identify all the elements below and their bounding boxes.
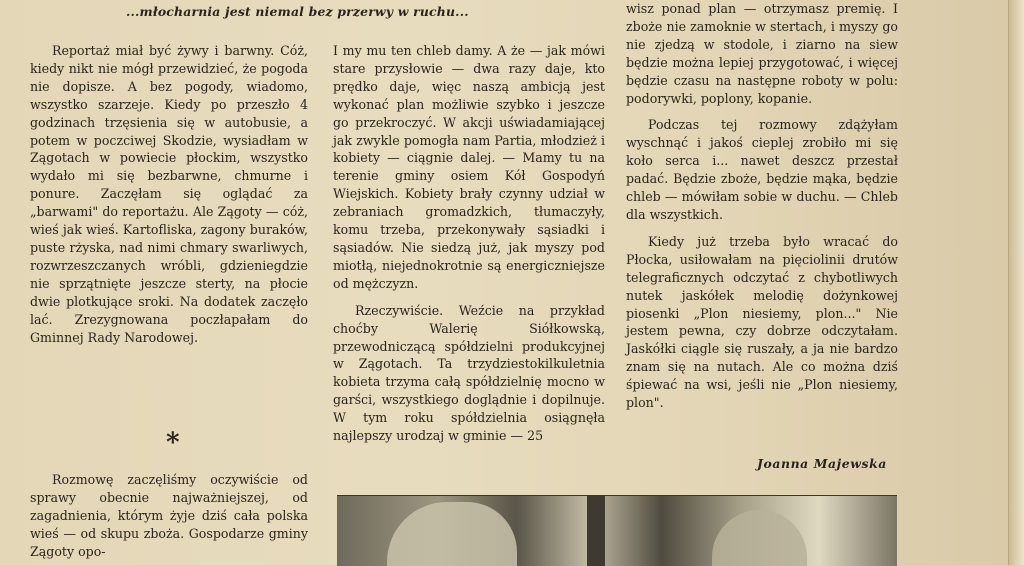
photo-post [587, 496, 605, 566]
article-column-1-continued [30, 471, 308, 561]
article-column-2 [333, 42, 605, 445]
article-column-1 [30, 42, 308, 346]
photo-caption: ...młocharnia jest niemal bez przerwy w ruchu... [126, 4, 469, 19]
article-column-3 [626, 0, 898, 412]
paragraph: Rozmowę zaczęliśmy oczywiście od sprawy obecnie najważniejszej, od zagadnienia, którym żyje dziś cała polska wieś — od skupu zboża. Gospodarze gminy Zągoty opo- [30, 472, 308, 559]
paragraph: Rzeczywiście. Weźcie na przykład choćby Walerię Siółkowską, przewodniczącą spółdzielni produkcyjnej w Zągotach. Ta trzydziestokilkuletnia kobieta trzyma całą spółdzielnię mocno w garści, wszystkiego doglądnie i dopilnuje. W tym roku spółdzielnia osiągnęła najlepszy urodzaj w gminie — 25 [333, 302, 605, 444]
author-signature: Joanna Majewska [757, 456, 887, 471]
paragraph: I my mu ten chleb damy. A że — jak mówi stare przysłowie — dwa razy daje, kto prędko daje, więc naszą ambicją jest wykonać plan możliwie szybko i jeszcze go przekroczyć. W akcji uświadamiającej jak zwykle pomogła nam Partia, młodzież i kobiety — ciągnie dalej. — Mamy tu na terenie gminy osiem Kół Gospodyń Wiejskich. Kobiety brały czynny udział w zebraniach gromadzkich, tłumaczyły, komu trzeba, przekonywały sąsiadki i sąsiadów. Nie siedzą już, jak myszy pod miotłą, niejednokrotnie są energiczniejsze od mężczyzn. [333, 43, 605, 291]
paragraph: Podczas tej rozmowy zdążyłam wyschnąć i jakoś cieplej zrobiło mi się koło serca i... nawet deszcz przestał padać. Będzie zboże, będzie mąka, będzie chleb — mówiłam sobie w duchu. — Chleb dla wszystkich. [626, 117, 898, 222]
article-photo [337, 495, 897, 566]
photo-figure-left [387, 502, 517, 566]
page-edge [1008, 0, 1024, 565]
paragraph: Reportaż miał być żywy i barwny. Cóż, kiedy nikt nie mógł przewidzieć, że pogoda nie dopisze. A bez pogody, wiadomo, wszystko szarzeje. Kiedy po przeszło 4 godzinach trzęsienia się w autobusie, a potem w poczciwej Skodzie, wysiadłam w Zągotach w powiecie płockim, wszystko wydało mi się bezbarwne, chmurne i ponure. Zaczęłam się oglądać za „barwami" do reportażu. Ale Zągoty — cóż, wieś jak wieś. Kartofliska, zagony buraków, puste rżyska, nad nimi chmary swarliwych, rozwrzeszczanych wróbli, gdzieniegdzie nie sprzątnięte jeszcze sterty, na płocie dwie plotkujące sroki. Na dodatek zaczęło lać. Zrezygnowana poczłapałam do Gminnej Rady Narodowej. [30, 43, 308, 345]
paragraph: wisz ponad plan — otrzymasz premię. I zboże nie zamoknie w stertach, i myszy go nie zjedzą w stodole, i ziarno na siew będzie można lepiej przygotować, i więcej będzie czasu na następne roboty w polu: podorywki, poplony, kopanie. [626, 1, 898, 106]
photo-figure-right [712, 510, 807, 566]
section-separator: * [166, 428, 180, 458]
paragraph: Kiedy już trzeba było wracać do Płocka, usiłowałam na pięciolinii drutów telegraficznych odczytać z chybotliwych nutek jaskółek melodię dożynkowej piosenki „Plon niesiemy, plon..." Nie jestem pewna, czy dobrze odczytałam. Jaskółki ciągle się ruszały, a ja nie bardzo znam się na nutach. Ale co można dziś śpiewać na wsi, jeśli nie „Plon niesiemy, plon". [626, 233, 898, 411]
